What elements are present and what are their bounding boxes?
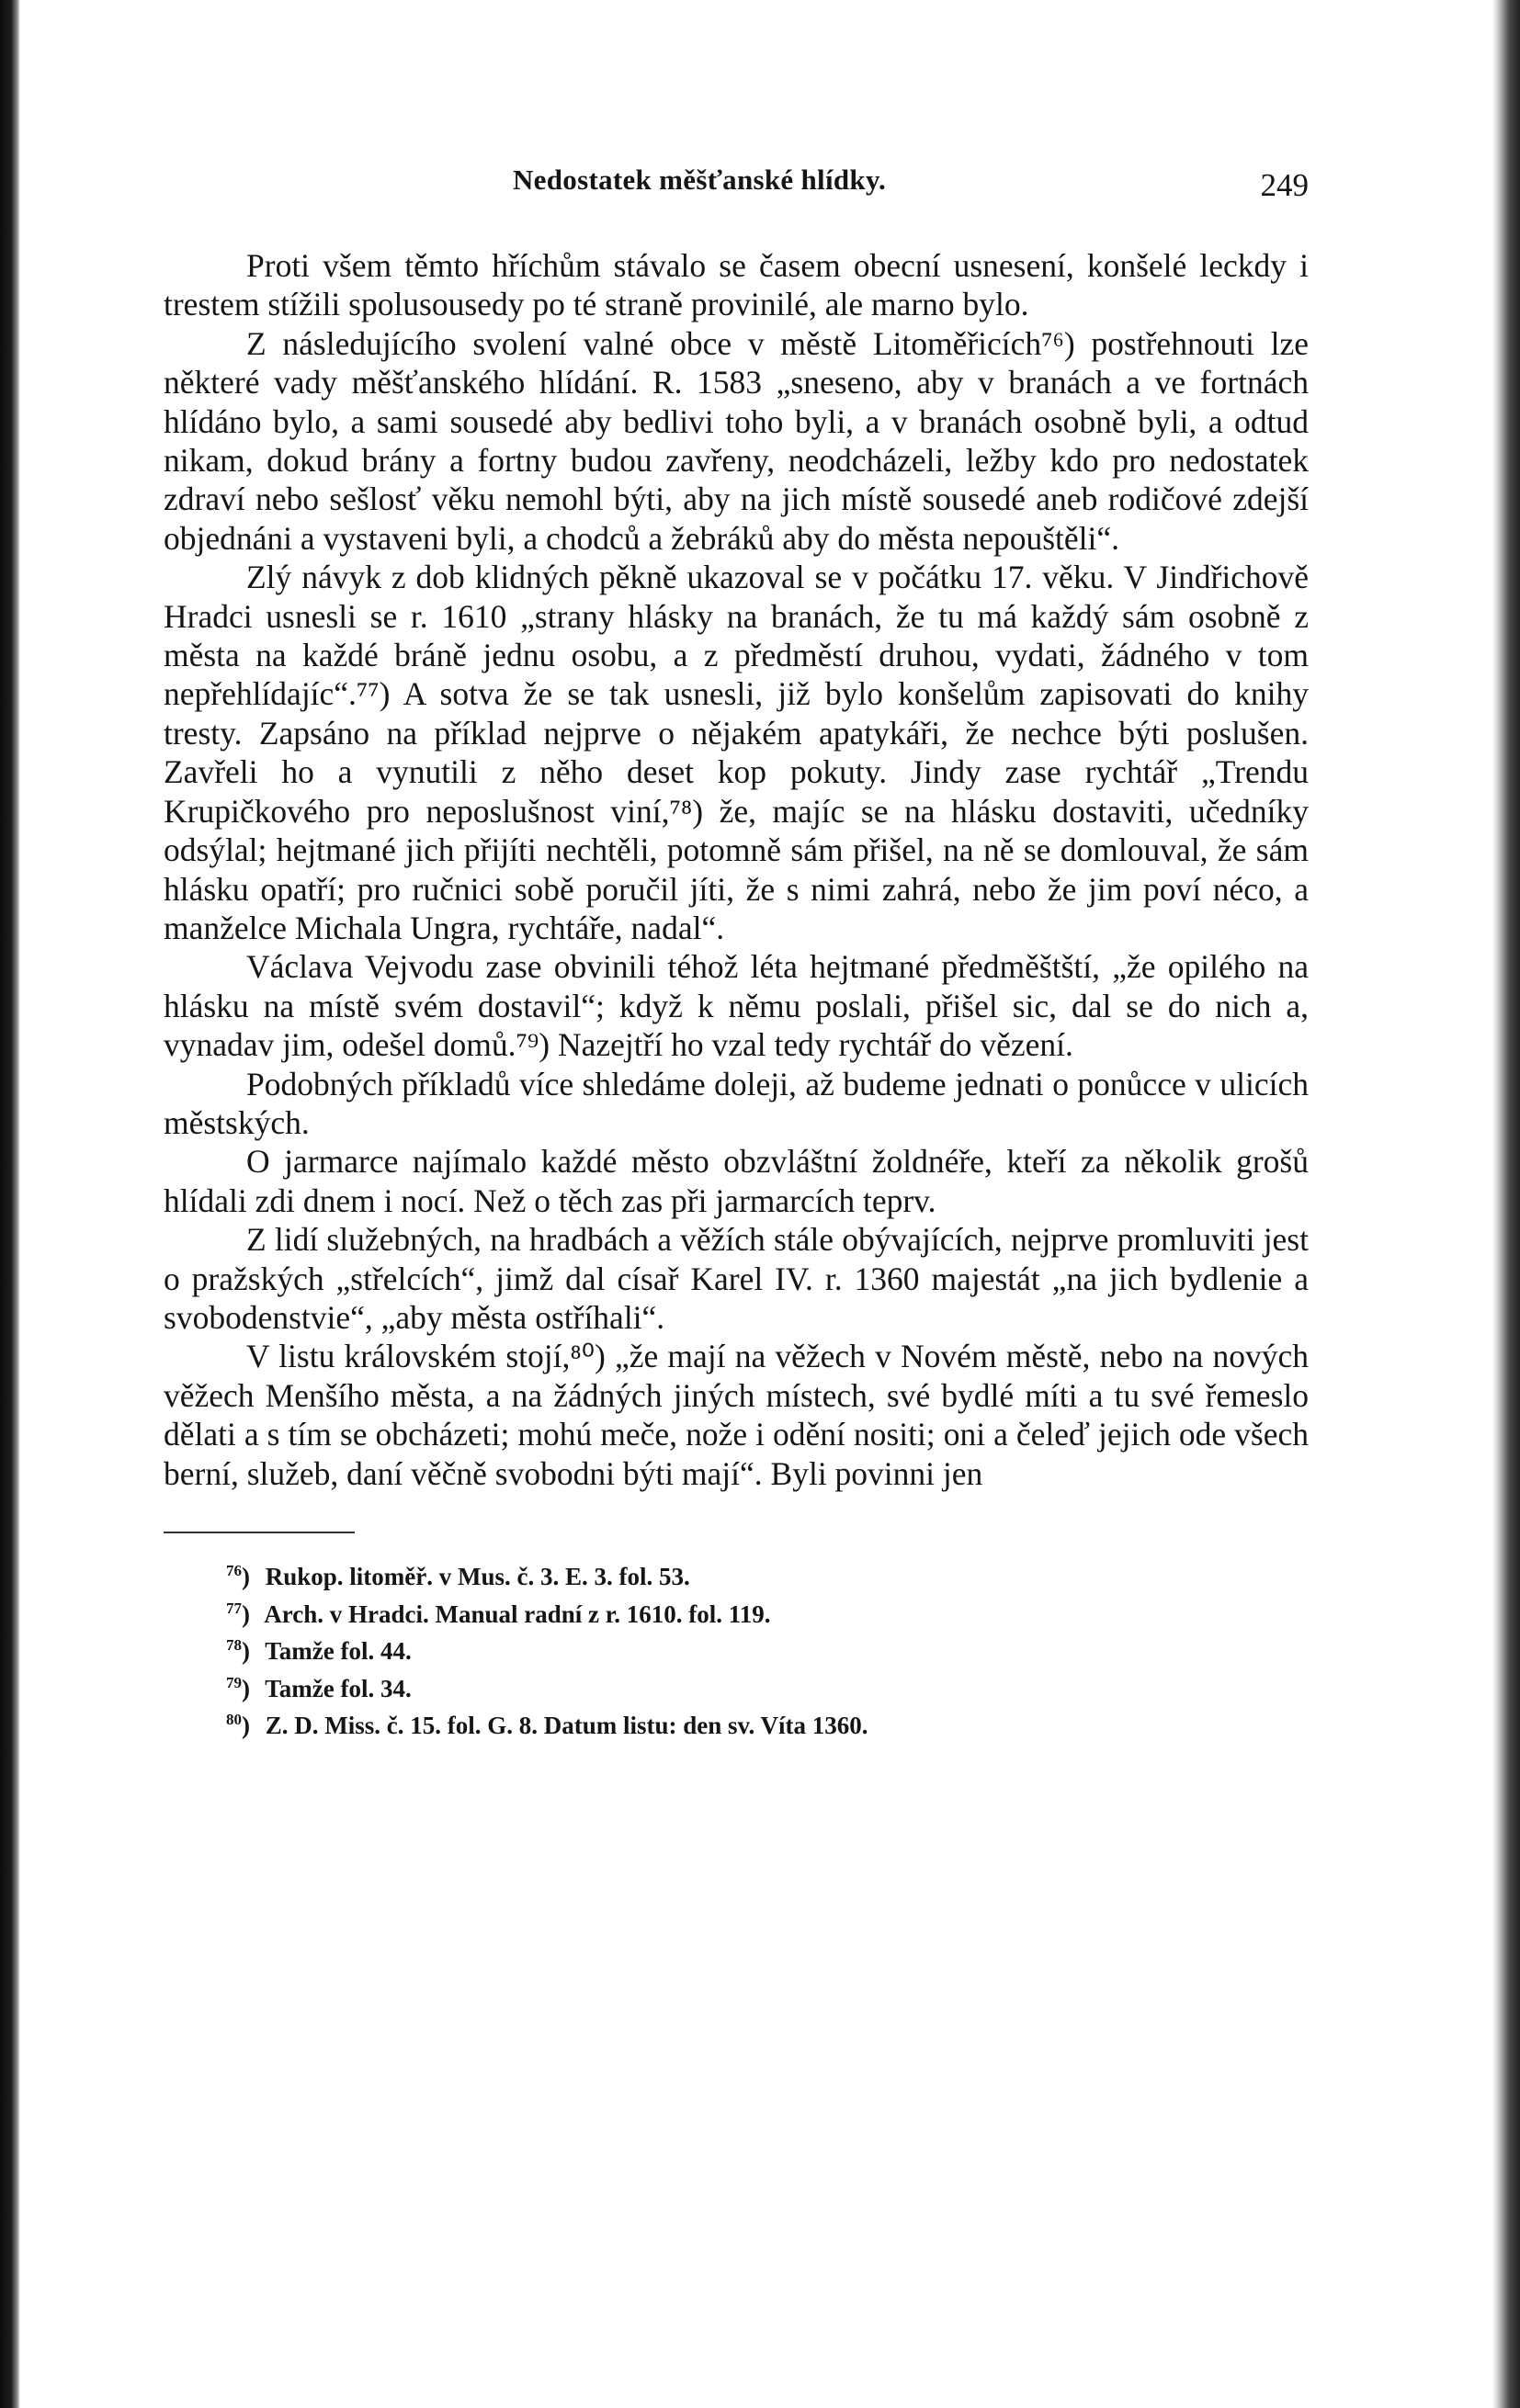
paragraph: O jarmarce najímalo každé město obzvláštní žoldnéře, kteří za několik grošů hlídali zdi dnem i nocí. Než o těch zas při jarmarcích teprv. <box>164 1143 1309 1219</box>
paragraph: Z lidí služebných, na hradbách a věžích stále obývajících, nejprve promluviti jest o pražských „střelcích“, jimž dal císař Karel IV. r. 1360 majestát „na jich bydlenie a svobodenstvie“, „aby města ostříhali“. <box>164 1221 1309 1336</box>
footnote <box>226 1555 1309 1593</box>
page-number: 249 <box>1260 167 1309 203</box>
binding-shadow <box>0 0 20 2408</box>
footnote-text: Tamže fol. 44. <box>265 1637 412 1665</box>
running-title: Nedostatek měšťanské hlídky. <box>513 164 887 196</box>
paragraph: Z následujícího svolení valné obce v městě Litoměřicích⁷⁶) postřehnouti lze některé vady měšťanského hlídání. R. 1583 „sneseno, aby v branách a ve fortnách hlídáno bylo, a sami sousedé aby bedlivi toho byli, a v branách osobně byli, a odtud nikam, dokud brány a fortny budou zavřeny, neodcházeli, ležby kdo pro nedostatek zdraví nebo sešlosť věku nemohl býti, aby na jich místě sousedé aneb rodičové zdejší objednáni a vystaveni byli, a chodců a žebráků aby do města nepouštěli“. <box>164 324 1309 557</box>
footnote-text: Tamže fol. 34. <box>265 1674 412 1702</box>
paragraph: Václava Vejvodu zase obvinili téhož léta hejtmané předměštští, „že opilého na hlásku na místě svém dostavil“; když k němu poslali, přišel sic, dal se do nich a, vynadav jim, odešel domů.⁷⁹) Nazejtří ho vzal tedy rychtář do vězení. <box>164 948 1309 1064</box>
paragraph: Zlý návyk z dob klidných pěkně ukazoval se v počátku 17. věku. V Jindřichově Hradci usnesli se r. 1610 „strany hlásky na branách, že tu má každý sám osobně z města na každé bráně jednu osobu, a z předměstí druhou, vydati, žádného v tom nepřehlídajíc“.⁷⁷) A sotva že se tak usnesli, již bylo konšelům zapisovati do knihy tresty. Zapsáno na příklad nejprve o nějakém apatykáři, že nechce býti poslušen. Zavřeli ho a vynutili z něho deset kop pokuty. Jindy zase rychtář „Trendu Krupičkového pro neposlušnost viní,⁷⁸) že, majíc se na hlásku dostaviti, učedníky odsýlal; hejtmané jich přijíti nechtěli, potomně sám přišel, na ně se domlouval, že sám hlásku opatří; pro ručnici sobě poručil jíti, že s nimi zahrá, nebo že jim poví néco, a manželce Michala Ungra, rychtáře, nadal“. <box>164 559 1309 946</box>
footnote-mark: $^{80}$) <box>226 1711 250 1739</box>
paragraph: Proti všem těmto hříchům stávalo se časem obecní usnesení, konšelé leckdy i trestem stížili spolusousedy po té straně provinilé, ale marno bylo. <box>164 247 1309 323</box>
footnote <box>226 1630 1309 1668</box>
paragraph: V listu královském stojí,⁸⁰) „že mají na věžech v Novém městě, nebo na nových věžech Menšího města, a na žádných jiných místech, své bydlé míti a tu své řemeslo dělati a s tím se obcházeti; mohú meče, nože i odění nositi; oni a čeleď jejich ode všech berní, služeb, daní věčně svobodni býti mají“. Byli povinni jen <box>164 1338 1309 1492</box>
footnote-divider <box>164 1532 355 1533</box>
footnote-text: Rukop. litoměř. v Mus. č. 3. E. 3. fol. 53. <box>265 1563 690 1590</box>
paragraph: Podobných příkladů více shledáme doleji, až budeme jednati o ponůcce v ulicích městských. <box>164 1065 1309 1141</box>
running-head <box>164 164 1309 211</box>
footnote-text: Arch. v Hradci. Manual radní z r. 1610. fol. 119. <box>264 1600 771 1628</box>
footnote-mark: $^{78}$) <box>226 1636 250 1665</box>
book-page <box>164 164 1309 1742</box>
footnote-mark: $^{79}$) <box>226 1673 250 1702</box>
footnotes <box>226 1555 1309 1742</box>
body-text <box>164 246 1309 1493</box>
footnote-mark: $^{76}$) <box>226 1562 250 1590</box>
footnote <box>226 1593 1309 1631</box>
footnote-mark: $^{77}$) <box>226 1599 250 1628</box>
footnote <box>226 1704 1309 1742</box>
footnote <box>226 1668 1309 1705</box>
footnote-text: Z. D. Miss. č. 15. fol. G. 8. Datum listu: den sv. Víta 1360. <box>265 1712 868 1739</box>
page-edge-shadow <box>1492 0 1520 2408</box>
